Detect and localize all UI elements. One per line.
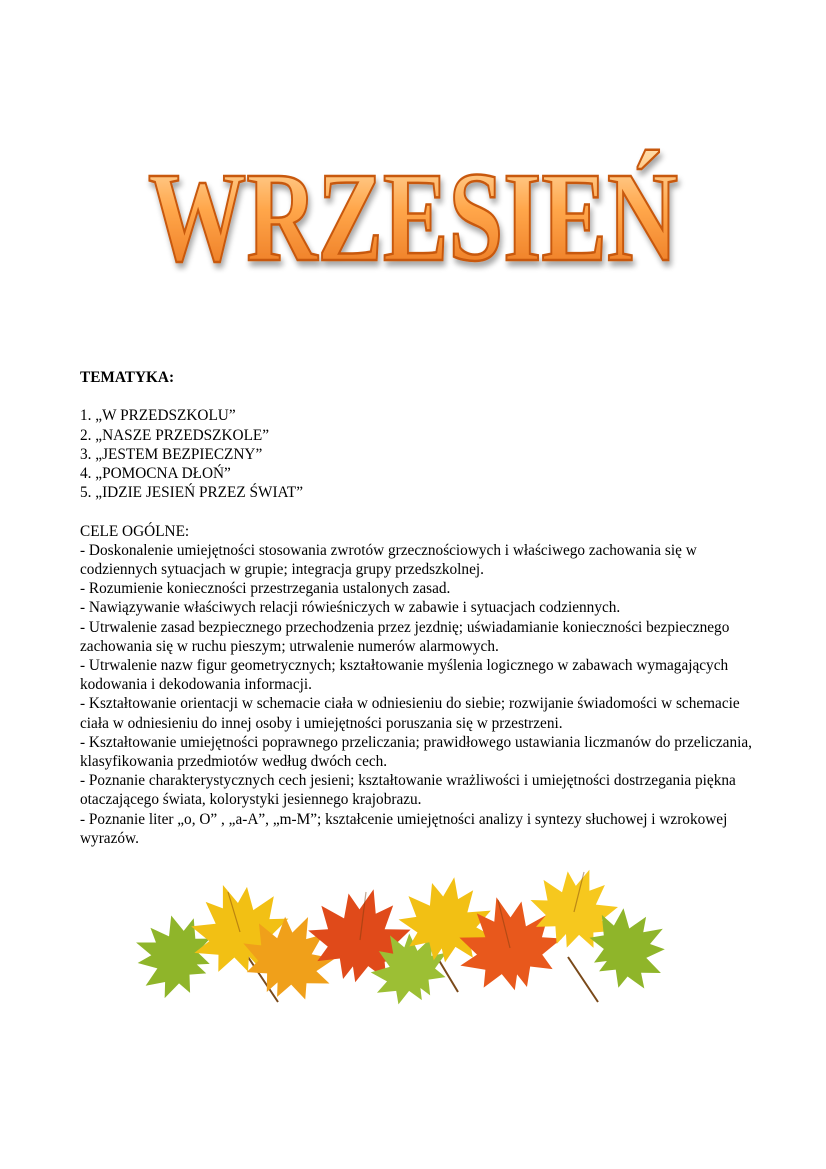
document-body (80, 368, 760, 848)
goal-item: - Nawiązywanie właściwych relacji rówieśniczych w zabawie i sytuacjach codziennych. (80, 599, 621, 617)
section-heading: TEMATYKA: (80, 369, 175, 386)
title-wordart (140, 112, 686, 288)
goal-item: - Kształtowanie orientacji w schemacie ciała w odniesieniu do siebie; rozwijanie świadomości w schemacie ciała w odniesieniu do innej osoby i umiejętności poruszania się w przestrzeni. (80, 695, 740, 732)
topic-item: 2. „NASZE PRZEDSZKOLE” (80, 426, 270, 444)
goals-heading: CELE OGÓLNE: (80, 522, 190, 540)
topic-item: 3. „JESTEM BEZPIECZNY” (80, 445, 263, 463)
topic-item: 5. „IDZIE JESIEŃ PRZEZ ŚWIAT” (80, 484, 304, 502)
title-text: WRZESIEŃ (148, 146, 678, 288)
leaf-green (122, 903, 223, 1009)
autumn-leaves-image (128, 862, 688, 1022)
topic-item: 1. „W PRZEDSZKOLU” (80, 407, 236, 425)
goal-item: - Poznanie liter „o, O” , „a-A”, „m-M”; kształcenie umiejętności analizy i syntezy słuchowej i wzrokowej wyrazów. (80, 810, 728, 847)
leaf-group (122, 854, 685, 1017)
goal-item: - Poznanie charakterystycznych cech jesieni; kształtowanie wrażliwości i umiejętności dostrzegania piękna otaczającego świata, kolorystyki jesiennego krajobrazu. (80, 772, 736, 809)
goal-item: - Doskonalenie umiejętności stosowania zwrotów grzecznościowych i właściwego zachowania się w codziennych sytuacjach w grupie; integracja grupy przedszkolnej. (80, 541, 697, 578)
goal-item: - Utrwalenie zasad bezpiecznego przechodzenia przez jezdnię; uświadamianie konieczności bezpiecznego zachowania się w ruchu pieszym; utrwalenie numerów alarmowych. (80, 618, 730, 655)
topic-item: 4. „POMOCNA DŁOŃ” (80, 465, 231, 482)
goals-list (80, 541, 760, 848)
topics-list (80, 406, 760, 502)
goal-item: - Rozumienie konieczności przestrzegania ustalonych zasad. (80, 580, 451, 598)
goal-item: - Kształtowanie umiejętności poprawnego przeliczania; prawidłowego ustawiania liczmanów do przeliczania, klasyfikowania przedmiotów według dwóch cech. (80, 733, 752, 771)
goal-item: - Utrwalenie nazw figur geometrycznych; kształtowanie myślenia logicznego w zabawach wymagających kodowania i dekodowania informacji. (80, 657, 729, 694)
